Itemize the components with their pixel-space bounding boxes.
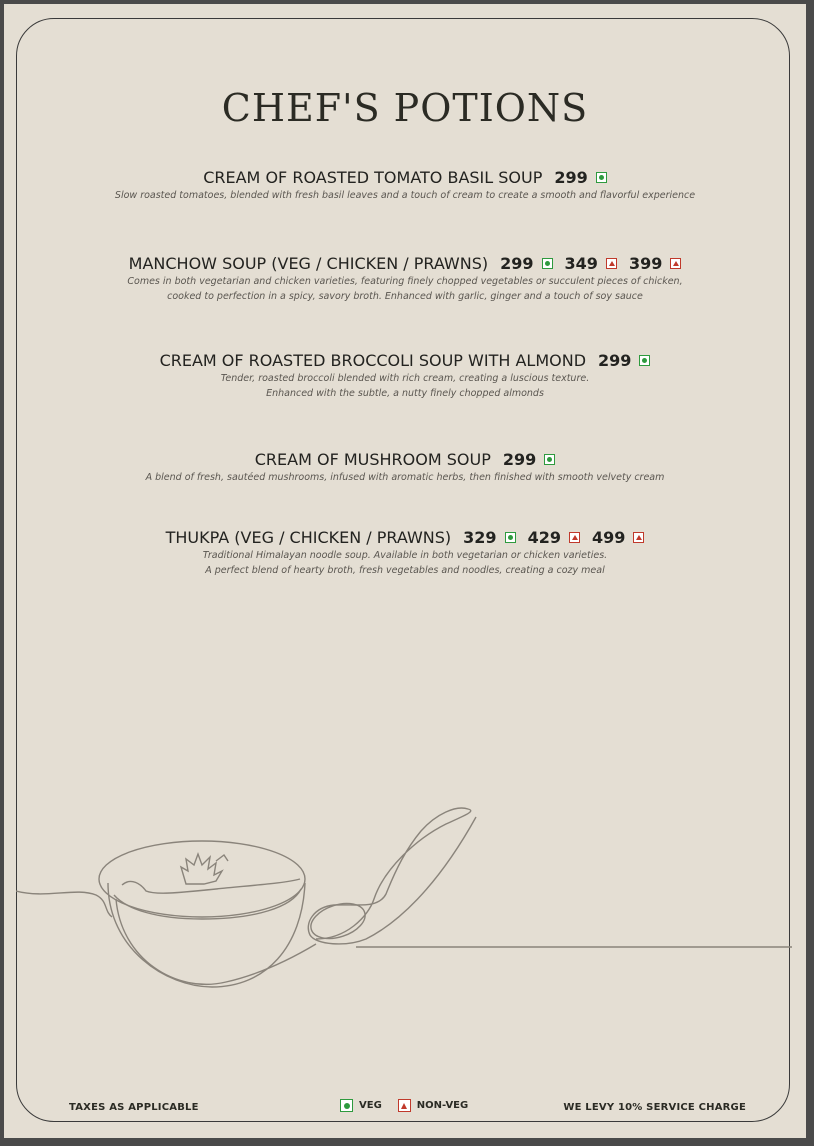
menu-item-description: Tender, roasted broccoli blended with rich cream, creating a luscious texture. [220, 373, 590, 384]
menu-item-price: 499 [591, 528, 626, 547]
diet-legend [340, 1099, 478, 1112]
menu-item [4, 528, 806, 577]
menu-item-description: A blend of fresh, sautéed mushrooms, infused with aromatic herbs, then finished with smooth velvety cream [145, 472, 665, 483]
nonveg-icon [606, 258, 617, 269]
nonveg-icon [633, 532, 644, 543]
menu-item [4, 351, 806, 400]
nonveg-icon [670, 258, 681, 269]
veg-icon [340, 1099, 353, 1112]
menu-item-description: A perfect blend of hearty broth, fresh vegetables and noodles, creating a cozy meal [205, 565, 605, 576]
menu-item-price: 299 [554, 168, 588, 187]
menu-page [4, 4, 806, 1138]
menu-item-name: CREAM OF ROASTED BROCCOLI SOUP WITH ALMOND [159, 351, 587, 370]
menu-item-price: 329 [463, 528, 497, 547]
menu-item-description: Enhanced with the subtle, a nutty finely chopped almonds [266, 388, 544, 399]
veg-icon [505, 532, 516, 543]
nonveg-icon [569, 532, 580, 543]
veg-icon [596, 172, 607, 183]
menu-item [4, 450, 806, 484]
menu-item-header [4, 450, 806, 469]
veg-icon [639, 355, 650, 366]
veg-icon [544, 454, 555, 465]
menu-item-name: MANCHOW SOUP (VEG / CHICKEN / PRAWNS) [128, 254, 489, 273]
menu-item [4, 168, 806, 202]
menu-item-description: Slow roasted tomatoes, blended with fresh basil leaves and a touch of cream to create a smooth and flavorful experience [114, 190, 696, 201]
menu-item-header [4, 254, 806, 273]
menu-item-name: THUKPA (VEG / CHICKEN / PRAWNS) [165, 528, 452, 547]
menu-item-price: 299 [598, 351, 632, 370]
menu-item-price: 349 [564, 254, 598, 273]
menu-item [4, 254, 806, 303]
menu-item-price: 399 [628, 254, 663, 273]
menu-item-description: Traditional Himalayan noodle soup. Available in both vegetarian or chicken varieties. [202, 550, 608, 561]
menu-item-price: 299 [500, 254, 534, 273]
nonveg-icon [398, 1099, 411, 1112]
menu-item-header [4, 168, 806, 187]
menu-item-description: cooked to perfection in a spicy, savory broth. Enhanced with garlic, ginger and a touch of soy sauce [167, 291, 643, 302]
menu-item-description: Comes in both vegetarian and chicken varieties, featuring finely chopped vegetables or succulent pieces of chicken, [127, 276, 683, 287]
menu-item-price: 429 [527, 528, 561, 547]
taxes-note: TAXES AS APPLICABLE [69, 1102, 199, 1113]
veg-label: VEG [359, 1100, 382, 1111]
menu-item-header [4, 528, 806, 547]
menu-item-name: CREAM OF ROASTED TOMATO BASIL SOUP [203, 168, 543, 187]
menu-item-price: 299 [502, 450, 537, 469]
page-title: CHEF'S POTIONS [221, 86, 589, 130]
veg-icon [542, 258, 553, 269]
soup-bowl-illustration [16, 799, 796, 999]
menu-item-name: CREAM OF MUSHROOM SOUP [254, 450, 491, 469]
nonveg-label: NON-VEG [416, 1100, 469, 1111]
service-charge-note: WE LEVY 10% SERVICE CHARGE [563, 1102, 746, 1113]
menu-item-header [4, 351, 806, 370]
